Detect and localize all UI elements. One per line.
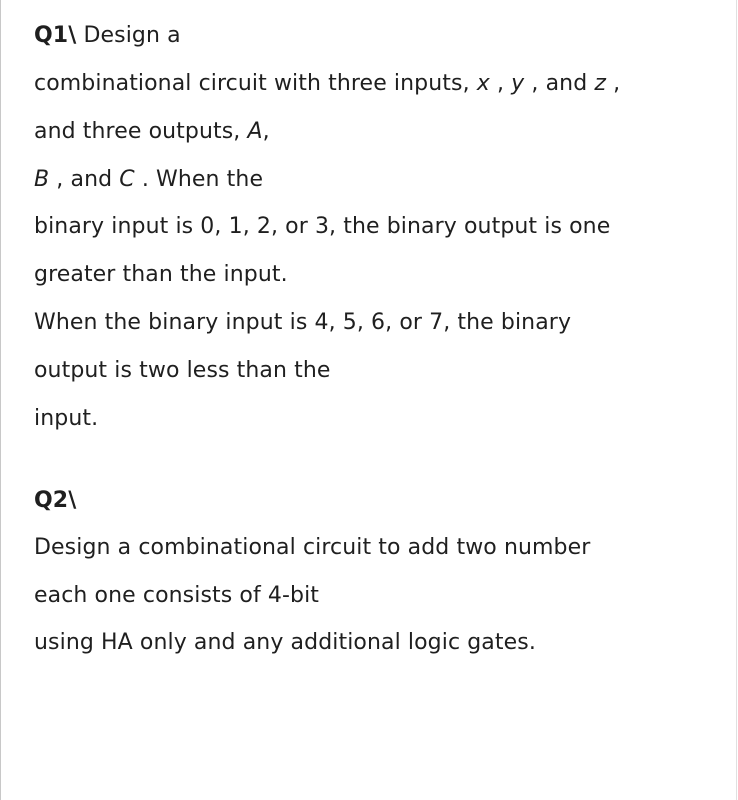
q1-line-9: input. (34, 406, 99, 431)
var-y: y (511, 71, 525, 96)
q1-line-2 (34, 70, 620, 98)
q1-line-4-text-a: , and (49, 167, 120, 192)
q1-sep-2: , and (524, 71, 595, 96)
var-A: A (247, 119, 263, 144)
q1-heading-line (34, 22, 181, 50)
q1-label: Q1\ (34, 23, 77, 48)
q1-sep-1: , (489, 71, 512, 96)
q1-line-3-comma: , (262, 119, 270, 144)
q1-line-3-text: and three outputs, (34, 119, 248, 144)
var-x: x (476, 71, 490, 96)
q2-line-1: Design a combinational circuit to add two number (34, 535, 591, 560)
q1-line-6: greater than the input. (34, 262, 288, 287)
q1-title-text: Design a (76, 23, 181, 48)
q1-sep-3: , (606, 71, 621, 96)
q2-label: Q2\ (34, 488, 77, 513)
var-C: C (119, 167, 135, 192)
q1-line-4-text-b: . When the (134, 167, 264, 192)
q1-line-7: When the binary input is 4, 5, 6, or 7, the binary (34, 310, 572, 335)
q1-line-2-text: combinational circuit with three inputs, (34, 71, 477, 96)
var-B: B (34, 167, 50, 192)
q2-line-2: each one consists of 4-bit (34, 583, 320, 608)
var-z: z (594, 71, 607, 96)
q1-line-5: binary input is 0, 1, 2, or 3, the binary output is one (34, 214, 611, 239)
q2-line-3: using HA only and any additional logic gates. (34, 630, 536, 655)
q2-heading-line (34, 487, 76, 515)
q1-line-4 (34, 166, 263, 194)
q1-line-3 (34, 118, 270, 146)
q1-line-8: output is two less than the (34, 358, 331, 383)
